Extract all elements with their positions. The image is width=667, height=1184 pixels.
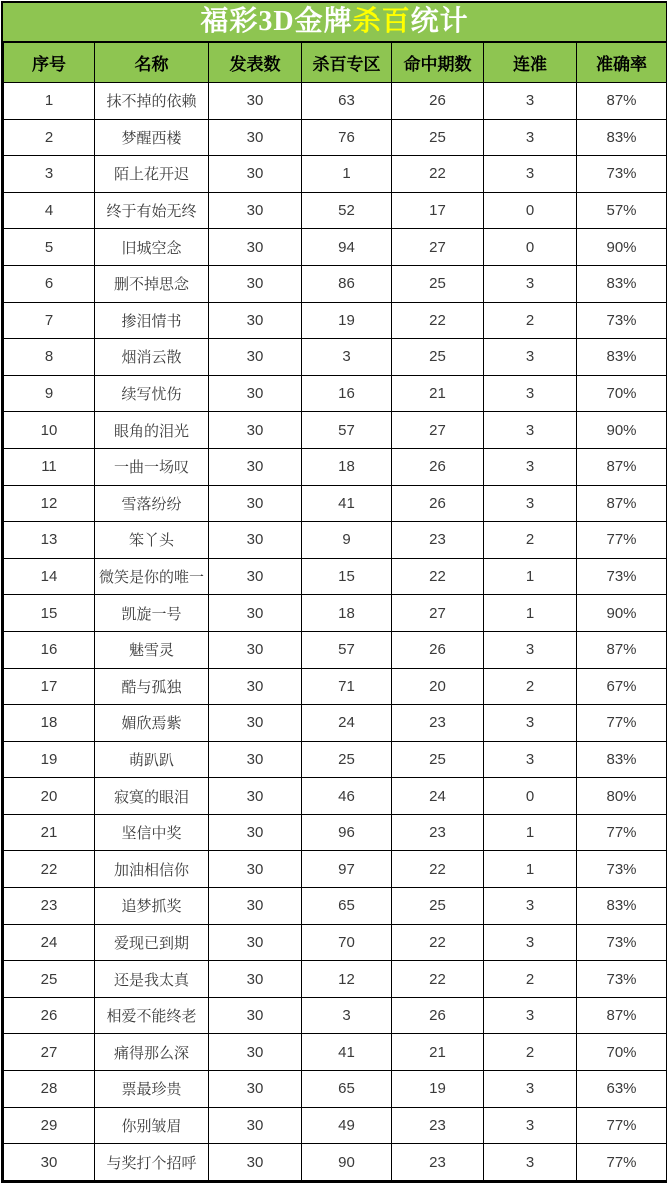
cell-accuracy: 83% (577, 741, 667, 778)
cell-zone: 90 (302, 1144, 392, 1181)
cell-name: 痛得那么深 (95, 1034, 209, 1071)
table-row (4, 558, 667, 595)
cell-name: 凯旋一号 (95, 595, 209, 632)
cell-accuracy: 87% (577, 631, 667, 668)
cell-published: 30 (209, 961, 302, 998)
lottery-stats-sheet (1, 1, 667, 1183)
table-row (4, 156, 667, 193)
cell-zone: 71 (302, 668, 392, 705)
table-row (4, 485, 667, 522)
table-row (4, 375, 667, 412)
cell-name: 烟消云散 (95, 339, 209, 376)
table-row (4, 192, 667, 229)
cell-published: 30 (209, 119, 302, 156)
table-row (4, 522, 667, 559)
cell-no: 26 (4, 997, 95, 1034)
table-row (4, 997, 667, 1034)
table-row (4, 412, 667, 449)
cell-zone: 3 (302, 997, 392, 1034)
cell-accuracy: 87% (577, 83, 667, 120)
cell-no: 2 (4, 119, 95, 156)
cell-accuracy: 80% (577, 778, 667, 815)
cell-zone: 15 (302, 558, 392, 595)
cell-hits: 25 (392, 265, 484, 302)
cell-streak: 3 (484, 1071, 577, 1108)
cell-accuracy: 77% (577, 705, 667, 742)
cell-streak: 3 (484, 339, 577, 376)
cell-no: 24 (4, 924, 95, 961)
table-row (4, 595, 667, 632)
table-row (4, 924, 667, 961)
cell-accuracy: 70% (577, 1034, 667, 1071)
table-row (4, 448, 667, 485)
cell-accuracy: 73% (577, 156, 667, 193)
cell-hits: 23 (392, 522, 484, 559)
cell-zone: 18 (302, 595, 392, 632)
cell-name: 删不掉思念 (95, 265, 209, 302)
cell-streak: 3 (484, 485, 577, 522)
cell-accuracy: 83% (577, 888, 667, 925)
cell-zone: 76 (302, 119, 392, 156)
cell-streak: 3 (484, 631, 577, 668)
cell-zone: 57 (302, 412, 392, 449)
cell-accuracy: 73% (577, 924, 667, 961)
title-text-tail: 统计 (410, 6, 469, 37)
cell-no: 7 (4, 302, 95, 339)
cell-published: 30 (209, 192, 302, 229)
cell-hits: 19 (392, 1071, 484, 1108)
cell-name: 微笑是你的唯一 (95, 558, 209, 595)
column-header-accuracy: 准确率 (577, 43, 667, 83)
cell-hits: 25 (392, 119, 484, 156)
cell-accuracy: 77% (577, 1107, 667, 1144)
cell-published: 30 (209, 485, 302, 522)
cell-zone: 65 (302, 1071, 392, 1108)
cell-published: 30 (209, 156, 302, 193)
cell-no: 16 (4, 631, 95, 668)
cell-published: 30 (209, 1071, 302, 1108)
cell-hits: 26 (392, 997, 484, 1034)
cell-hits: 24 (392, 778, 484, 815)
cell-zone: 12 (302, 961, 392, 998)
column-header-hits: 命中期数 (392, 43, 484, 83)
cell-accuracy: 83% (577, 339, 667, 376)
column-header-published: 发表数 (209, 43, 302, 83)
cell-published: 30 (209, 631, 302, 668)
cell-hits: 22 (392, 558, 484, 595)
cell-no: 19 (4, 741, 95, 778)
cell-zone: 41 (302, 1034, 392, 1071)
cell-accuracy: 90% (577, 229, 667, 266)
cell-published: 30 (209, 1034, 302, 1071)
cell-name: 续写忧伤 (95, 375, 209, 412)
cell-hits: 20 (392, 668, 484, 705)
cell-streak: 3 (484, 888, 577, 925)
cell-streak: 3 (484, 448, 577, 485)
cell-streak: 3 (484, 119, 577, 156)
cell-zone: 52 (302, 192, 392, 229)
cell-hits: 22 (392, 302, 484, 339)
cell-no: 12 (4, 485, 95, 522)
cell-published: 30 (209, 1144, 302, 1181)
cell-no: 10 (4, 412, 95, 449)
cell-hits: 26 (392, 448, 484, 485)
cell-name: 你别皱眉 (95, 1107, 209, 1144)
cell-zone: 16 (302, 375, 392, 412)
cell-hits: 25 (392, 741, 484, 778)
table-row (4, 631, 667, 668)
cell-name: 抹不掉的依赖 (95, 83, 209, 120)
cell-zone: 49 (302, 1107, 392, 1144)
table-row (4, 1034, 667, 1071)
cell-published: 30 (209, 888, 302, 925)
cell-zone: 65 (302, 888, 392, 925)
cell-no: 22 (4, 851, 95, 888)
cell-zone: 96 (302, 814, 392, 851)
cell-no: 23 (4, 888, 95, 925)
cell-zone: 25 (302, 741, 392, 778)
cell-no: 6 (4, 265, 95, 302)
table-row (4, 961, 667, 998)
cell-streak: 3 (484, 375, 577, 412)
cell-streak: 3 (484, 741, 577, 778)
cell-accuracy: 87% (577, 997, 667, 1034)
cell-no: 14 (4, 558, 95, 595)
cell-no: 1 (4, 83, 95, 120)
table-row (4, 705, 667, 742)
cell-accuracy: 87% (577, 448, 667, 485)
cell-streak: 3 (484, 924, 577, 961)
cell-accuracy: 57% (577, 192, 667, 229)
cell-streak: 1 (484, 595, 577, 632)
cell-zone: 41 (302, 485, 392, 522)
cell-no: 21 (4, 814, 95, 851)
cell-zone: 94 (302, 229, 392, 266)
cell-zone: 19 (302, 302, 392, 339)
cell-accuracy: 90% (577, 595, 667, 632)
column-header-streak: 连准 (484, 43, 577, 83)
cell-accuracy: 70% (577, 375, 667, 412)
cell-streak: 3 (484, 265, 577, 302)
cell-name: 终于有始无终 (95, 192, 209, 229)
table-row (4, 83, 667, 120)
cell-name: 寂寞的眼泪 (95, 778, 209, 815)
cell-published: 30 (209, 522, 302, 559)
cell-name: 还是我太真 (95, 961, 209, 998)
cell-streak: 0 (484, 778, 577, 815)
cell-name: 一曲一场叹 (95, 448, 209, 485)
cell-published: 30 (209, 229, 302, 266)
cell-streak: 0 (484, 192, 577, 229)
cell-zone: 3 (302, 339, 392, 376)
cell-hits: 22 (392, 924, 484, 961)
cell-name: 雪落纷纷 (95, 485, 209, 522)
cell-zone: 57 (302, 631, 392, 668)
cell-hits: 22 (392, 961, 484, 998)
table-row (4, 851, 667, 888)
cell-name: 加油相信你 (95, 851, 209, 888)
cell-hits: 23 (392, 1107, 484, 1144)
cell-streak: 2 (484, 668, 577, 705)
cell-published: 30 (209, 558, 302, 595)
table-body (4, 83, 667, 1181)
cell-zone: 1 (302, 156, 392, 193)
cell-accuracy: 73% (577, 961, 667, 998)
cell-streak: 1 (484, 814, 577, 851)
cell-published: 30 (209, 705, 302, 742)
table-row (4, 668, 667, 705)
cell-hits: 23 (392, 814, 484, 851)
cell-zone: 70 (302, 924, 392, 961)
cell-accuracy: 73% (577, 558, 667, 595)
cell-name: 爱现已到期 (95, 924, 209, 961)
cell-name: 媚欣焉紫 (95, 705, 209, 742)
cell-no: 4 (4, 192, 95, 229)
cell-no: 8 (4, 339, 95, 376)
table-row (4, 778, 667, 815)
page-title (3, 3, 666, 42)
cell-accuracy: 63% (577, 1071, 667, 1108)
cell-hits: 27 (392, 412, 484, 449)
cell-no: 29 (4, 1107, 95, 1144)
cell-accuracy: 73% (577, 851, 667, 888)
cell-hits: 27 (392, 229, 484, 266)
cell-no: 28 (4, 1071, 95, 1108)
table-row (4, 302, 667, 339)
cell-hits: 27 (392, 595, 484, 632)
cell-streak: 2 (484, 302, 577, 339)
cell-streak: 3 (484, 997, 577, 1034)
cell-accuracy: 77% (577, 814, 667, 851)
cell-name: 陌上花开迟 (95, 156, 209, 193)
table-row (4, 339, 667, 376)
column-header-no: 序号 (4, 43, 95, 83)
cell-name: 相爱不能终老 (95, 997, 209, 1034)
cell-no: 18 (4, 705, 95, 742)
cell-no: 15 (4, 595, 95, 632)
table-row (4, 229, 667, 266)
cell-streak: 2 (484, 522, 577, 559)
cell-zone: 86 (302, 265, 392, 302)
cell-accuracy: 87% (577, 485, 667, 522)
cell-no: 30 (4, 1144, 95, 1181)
cell-no: 3 (4, 156, 95, 193)
cell-streak: 3 (484, 1144, 577, 1181)
cell-hits: 25 (392, 339, 484, 376)
cell-zone: 97 (302, 851, 392, 888)
cell-no: 13 (4, 522, 95, 559)
column-header-name: 名称 (95, 43, 209, 83)
stats-table (3, 42, 667, 1181)
cell-hits: 21 (392, 1034, 484, 1071)
cell-streak: 1 (484, 558, 577, 595)
cell-hits: 22 (392, 156, 484, 193)
cell-published: 30 (209, 412, 302, 449)
cell-name: 萌趴趴 (95, 741, 209, 778)
cell-accuracy: 77% (577, 1144, 667, 1181)
table-row (4, 265, 667, 302)
cell-name: 眼角的泪光 (95, 412, 209, 449)
cell-no: 25 (4, 961, 95, 998)
cell-name: 笨丫头 (95, 522, 209, 559)
cell-zone: 63 (302, 83, 392, 120)
cell-published: 30 (209, 302, 302, 339)
cell-no: 9 (4, 375, 95, 412)
cell-published: 30 (209, 668, 302, 705)
cell-streak: 2 (484, 961, 577, 998)
cell-published: 30 (209, 997, 302, 1034)
cell-name: 旧城空念 (95, 229, 209, 266)
cell-published: 30 (209, 83, 302, 120)
cell-no: 27 (4, 1034, 95, 1071)
cell-accuracy: 73% (577, 302, 667, 339)
cell-accuracy: 83% (577, 265, 667, 302)
cell-published: 30 (209, 265, 302, 302)
cell-no: 11 (4, 448, 95, 485)
cell-accuracy: 83% (577, 119, 667, 156)
cell-published: 30 (209, 375, 302, 412)
cell-zone: 24 (302, 705, 392, 742)
cell-name: 魅雪灵 (95, 631, 209, 668)
table-row (4, 888, 667, 925)
cell-zone: 46 (302, 778, 392, 815)
cell-published: 30 (209, 924, 302, 961)
cell-name: 追梦抓奖 (95, 888, 209, 925)
cell-no: 17 (4, 668, 95, 705)
cell-published: 30 (209, 741, 302, 778)
cell-published: 30 (209, 595, 302, 632)
title-text-main: 福彩3D金牌 (200, 6, 353, 37)
cell-name: 掺泪情书 (95, 302, 209, 339)
cell-zone: 18 (302, 448, 392, 485)
cell-streak: 3 (484, 705, 577, 742)
cell-published: 30 (209, 1107, 302, 1144)
cell-published: 30 (209, 778, 302, 815)
cell-streak: 3 (484, 156, 577, 193)
cell-streak: 2 (484, 1034, 577, 1071)
cell-streak: 1 (484, 851, 577, 888)
cell-published: 30 (209, 448, 302, 485)
cell-name: 酷与孤独 (95, 668, 209, 705)
cell-hits: 26 (392, 485, 484, 522)
cell-published: 30 (209, 814, 302, 851)
cell-name: 与奖打个招呼 (95, 1144, 209, 1181)
cell-name: 梦醒西楼 (95, 119, 209, 156)
cell-published: 30 (209, 851, 302, 888)
cell-streak: 3 (484, 1107, 577, 1144)
table-row (4, 1144, 667, 1181)
cell-hits: 26 (392, 83, 484, 120)
cell-name: 坚信中奖 (95, 814, 209, 851)
cell-hits: 26 (392, 631, 484, 668)
column-header-zone: 杀百专区 (302, 43, 392, 83)
cell-streak: 3 (484, 83, 577, 120)
table-row (4, 814, 667, 851)
cell-hits: 17 (392, 192, 484, 229)
table-row (4, 1107, 667, 1144)
cell-hits: 25 (392, 888, 484, 925)
table-row (4, 119, 667, 156)
cell-zone: 9 (302, 522, 392, 559)
table-row (4, 741, 667, 778)
cell-streak: 0 (484, 229, 577, 266)
cell-name: 票最珍贵 (95, 1071, 209, 1108)
cell-streak: 3 (484, 412, 577, 449)
cell-published: 30 (209, 339, 302, 376)
cell-hits: 21 (392, 375, 484, 412)
cell-accuracy: 77% (577, 522, 667, 559)
cell-hits: 23 (392, 705, 484, 742)
cell-accuracy: 67% (577, 668, 667, 705)
title-text-highlight: 杀百 (352, 6, 411, 37)
cell-accuracy: 90% (577, 412, 667, 449)
cell-no: 20 (4, 778, 95, 815)
header-row (4, 43, 667, 83)
cell-no: 5 (4, 229, 95, 266)
table-row (4, 1071, 667, 1108)
cell-hits: 23 (392, 1144, 484, 1181)
cell-hits: 22 (392, 851, 484, 888)
